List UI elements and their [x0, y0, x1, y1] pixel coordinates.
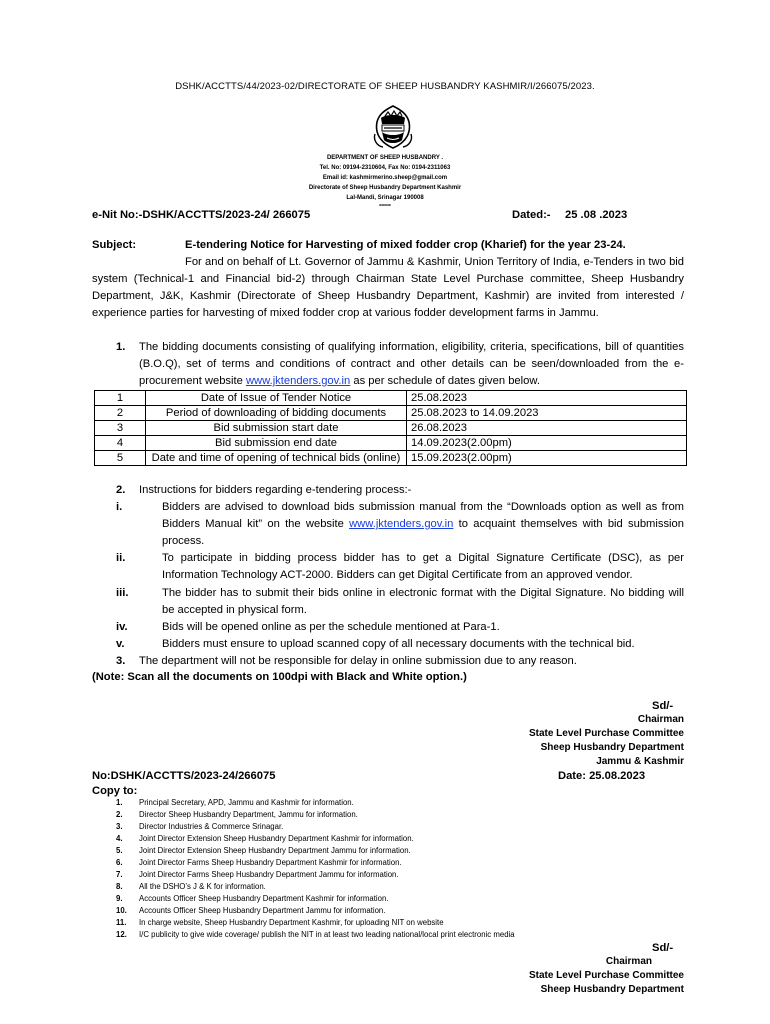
copy-item-number: 9.	[116, 894, 123, 903]
table-row	[95, 406, 687, 421]
copy-item-number: 11.	[116, 918, 127, 927]
row-value: 25.08.2023	[407, 391, 687, 406]
copy-item-number: 7.	[116, 870, 123, 879]
copy-item-text: Joint Director Farms Sheep Husbandry Department Kashmir for information.	[139, 858, 402, 867]
row-value: 26.08.2023	[407, 421, 687, 436]
table-row	[95, 391, 687, 406]
copy-item-number: 1.	[116, 798, 123, 807]
signature-1-department: Sheep Husbandry Department	[540, 742, 684, 753]
row-value: 25.08.2023 to 14.09.2023	[407, 406, 687, 421]
dept-directorate: Directorate of Sheep Husbandry Department Kashmir	[308, 185, 462, 191]
scan-note: (Note: Scan all the documents on 100dpi with Black and White option.)	[92, 671, 467, 683]
copy-item-number: 6.	[116, 858, 123, 867]
nit-number: e-Nit No:-DSHK/ACCTTS/2023-24/ 266075	[92, 209, 311, 221]
jktenders-link[interactable]: www.jktenders.gov.in	[349, 518, 454, 530]
item-i-text	[162, 499, 684, 550]
item-i-text-after: to acquaint themselves with bid submission process.	[162, 518, 684, 547]
row-description: Period of downloading of bidding documents	[146, 406, 407, 421]
item-i-number: i.	[116, 501, 123, 513]
subject-text: E-tendering Notice for Harvesting of mixed fodder crop (Kharief) for the year 23-24.	[185, 239, 626, 251]
row-number: 1	[95, 391, 146, 406]
row-description: Date and time of opening of technical bids (online)	[146, 451, 407, 466]
signature-2-sd: Sd/-	[652, 942, 674, 954]
signature-2-committee: State Level Purchase Committee	[528, 970, 684, 981]
footer-ref-date: Date: 25.08.2023	[558, 770, 646, 782]
jktenders-link[interactable]: www.jktenders.gov.in	[245, 375, 351, 387]
signature-2-title: Chairman	[605, 956, 652, 967]
item-iv-text: Bids will be opened online as per the schedule mentioned at Para-1.	[162, 621, 500, 633]
signature-1-title: Chairman	[637, 714, 684, 725]
copy-item-number: 5.	[116, 846, 123, 855]
subject-label: Subject:	[92, 239, 137, 251]
dept-name: DEPARTMENT OF SHEEP HUSBANDRY .	[326, 155, 444, 161]
dept-phone: Tel. No: 09194-2310604, Fax No: 0194-2311063	[319, 165, 451, 171]
intro-paragraph: For and on behalf of Lt. Governor of Jammu & Kashmir, Union Territory of India, e-Tenders in two bid system (Technical-1 and Financial bid-2) through Chairman State Level Purchase committee, Sheep Husbandry Department, J&K, Kashmir (Directorate of Sheep Husbandry Department, Kashmir) are invited from interested / experience parties for harvesting of mixed fodder crop at various fodder development farms in Jammu.	[92, 256, 684, 319]
copy-item-text: All the DSHO’s J & K for information.	[139, 882, 266, 891]
para-1-text	[139, 339, 684, 390]
para-3-text: The department will not be responsible for delay in online submission due to any reason.	[139, 655, 577, 667]
copy-item-text: Director Sheep Husbandry Department, Jammu for information.	[139, 810, 358, 819]
para-1-text-before: The bidding documents consisting of qualifying information, eligibility, criteria, specifications, bill of quantities (B.O.Q), set of terms and conditions of contract and other details can be seen/downloaded from the e-procurement website	[139, 341, 684, 387]
copy-item-number: 10.	[116, 906, 127, 915]
signature-2-department: Sheep Husbandry Department	[540, 984, 684, 995]
copy-item-text: Joint Director Farms Sheep Husbandry Department Jammu for information.	[139, 870, 399, 879]
footer-ref-number: No:DSHK/ACCTTS/2023-24/266075	[92, 770, 276, 782]
table-row	[95, 436, 687, 451]
dept-divider: ******	[379, 204, 391, 210]
copy-item-number: 3.	[116, 822, 123, 831]
copy-item-text: In charge website, Sheep Husbandry Department Kashmir, for uploading NIT on website	[139, 918, 444, 927]
copy-item-number: 2.	[116, 810, 123, 819]
signature-1-committee: State Level Purchase Committee	[528, 728, 684, 739]
para-2-text: Instructions for bidders regarding e-tendering process:-	[139, 484, 412, 496]
schedule-table	[94, 390, 687, 466]
copy-item-text: Accounts Officer Sheep Husbandry Department Kashmir for information.	[139, 894, 389, 903]
copy-item-number: 4.	[116, 834, 123, 843]
row-number: 4	[95, 436, 146, 451]
item-i-text-before: Bidders are advised to download bids submission manual from the “Downloads option as well as from Bidders Manual kit” on the website	[162, 501, 684, 530]
item-iii-number: iii.	[116, 587, 129, 599]
copy-item-number: 8.	[116, 882, 123, 891]
para-1-number: 1.	[116, 341, 126, 353]
signature-1-sd: Sd/-	[652, 700, 674, 712]
copy-item-text: Principal Secretary, APD, Jammu and Kashmir for information.	[139, 798, 354, 807]
item-v-text: Bidders must ensure to upload scanned copy of all necessary documents with the technical bid.	[162, 638, 635, 650]
item-iii-text: The bidder has to submit their bids online in electronic format with the Digital Signature. No bidding will be accepted in physical form.	[162, 587, 684, 616]
row-number: 2	[95, 406, 146, 421]
para-2-number: 2.	[116, 484, 126, 496]
signature-1-region: Jammu & Kashmir	[596, 756, 684, 767]
table-row	[95, 421, 687, 436]
item-ii-number: ii.	[116, 552, 126, 564]
copy-item-text: Accounts Officer Sheep Husbandry Department Jammu for information.	[139, 906, 386, 915]
row-description: Bid submission end date	[146, 436, 407, 451]
copy-item-text: Director Industries & Commerce Srinagar.	[139, 822, 284, 831]
item-v-number: v.	[116, 638, 125, 650]
copy-to-label: Copy to:	[92, 785, 138, 797]
row-number: 3	[95, 421, 146, 436]
dept-address: Lal-Mandi, Srinagar 190008	[346, 195, 424, 201]
para-3-number: 3.	[116, 655, 126, 667]
para-1-text-after: as per schedule of dates given below.	[350, 375, 540, 387]
dated-value: 25 .08 .2023	[565, 209, 628, 221]
copy-item-text: Joint Director Extension Sheep Husbandry Department Kashmir for information.	[139, 834, 414, 843]
table-row	[95, 451, 687, 466]
row-description: Date of Issue of Tender Notice	[146, 391, 407, 406]
copy-item-text: I/C publicity to give wide coverage/ publish the NIT in at least two leading national/local print electronic media	[139, 930, 515, 939]
copy-item-number: 12.	[116, 930, 127, 939]
reference-line: DSHK/ACCTTS/44/2023-02/DIRECTORATE OF SHEEP HUSBANDRY KASHMIR/I/266075/2023.	[175, 81, 595, 92]
item-ii-text: To participate in bidding process bidder has to get a Digital Signature Certificate (DSC), as per Information Technology ACT-2000. Bidders can get Digital Certificate from an approved vendor.	[162, 552, 684, 581]
row-number: 5	[95, 451, 146, 466]
row-value: 15.09.2023(2.00pm)	[407, 451, 687, 466]
dated-label: Dated:-	[512, 209, 551, 221]
copy-item-text: Joint Director Extension Sheep Husbandry Department Jammu for information.	[139, 846, 411, 855]
state-emblem-icon	[371, 104, 415, 150]
item-iv-number: iv.	[116, 621, 128, 633]
dept-email: Email id: kashmirmerino.sheep@gmail.com	[322, 175, 448, 181]
row-description: Bid submission start date	[146, 421, 407, 436]
row-value: 14.09.2023(2.00pm)	[407, 436, 687, 451]
